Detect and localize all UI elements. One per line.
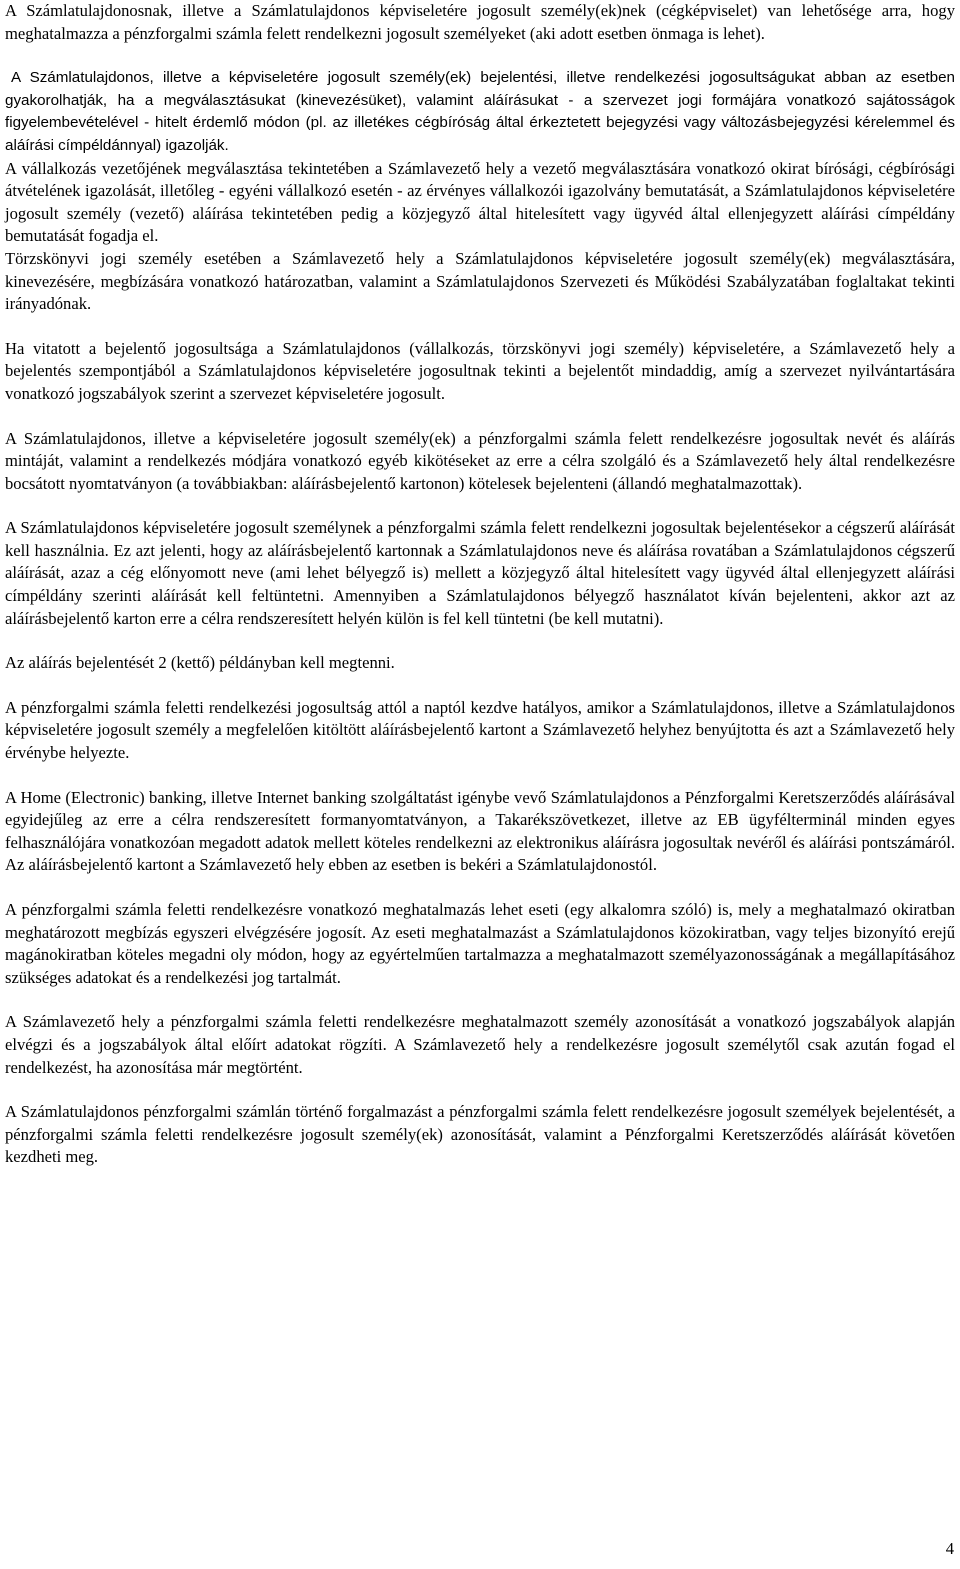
page-number: 4 (945, 1539, 954, 1558)
paragraph-jogosultsag-gyakorlasa: A Számlatulajdonos, illetve a képviseletére jogosult személy(ek) bejelentési, illetve rendelkezési jogosultságukat abban az esetben gyakorolhatják, ha a megválasztásukat (kinevezésüket), valamint aláírásukat - a szervezet jogi formájára vonatkozó sajátosságok figyelembevételével - hitelt érdemlő módon (pl. az illetékes cégbíróság által érkeztetett bejegyzési vagy változásbejegyzési kérelemmel és aláírási címpéldánnyal) igazolják. (5, 69, 955, 154)
document-page (5, 0, 955, 1169)
paragraph-home-banking: A Home (Electronic) banking, illetve Internet banking szolgáltatást igénybe vevő Számlatulajdonos a Pénzforgalmi Keretszerződés aláírásával egyidejűleg az erre a célra rendszeresített formanyomtatványon, a Takarékszövetkezet, illetve az EB ügyfélterminál minden egyes felhasználójára vonatkozóan megadott adatok mellett köteles rendelkezni az elektronikus aláírásra jogosultak nevéről és aláírási pontszámáról. Az aláírásbejelentő kartont a Számlavezető hely ebben az esetben is bekéri a Számlatulajdonostól. (5, 787, 955, 875)
paragraph-meghatalmazas-lehetosege: A Számlatulajdonosnak, illetve a Számlatulajdonos képviseletére jogosult személy(ek)nek (cégképviselet) van lehetősége arra, hogy meghatalmazza a pénzforgalmi számla felett rendelkezni jogosult személyeket (aki adott esetben önmaga is lehet). (5, 1, 955, 43)
paragraph-hatalyba-lepes: A pénzforgalmi számla feletti rendelkezési jogosultság attól a naptól kezdve hatályos, amikor a Számlatulajdonos, illetve a Számlatulajdonos képviseletére jogosult személy a megfelelően kitöltött aláírásbejelentő kartont a Számlavezető helyhez benyújtotta és azt a Számlavezető hely érvénybe helyezte. (5, 697, 955, 763)
paragraph-peldanyszam: Az aláírás bejelentését 2 (kettő) példányban kell megtenni. (5, 653, 395, 673)
paragraph-cegszeru-alairas: A Számlatulajdonos képviseletére jogosult személynek a pénzforgalmi számla felett rendelkezni jogosultak bejelentésekor a cégszerű aláírását kell használnia. Ez azt jelenti, hogy az aláírásbejelentő kartonnak a Számlatulajdonos neve és aláírása rovatában a Számlatulajdonos cégszerű aláírását, azaz a cég előnyomott neve (ami lehet bélyegző is) mellett a közjegyző által hitelesített vagy ügyvéd által ellenjegyzett aláírási címpéldány szerinti aláírását kell feltüntetni. Amennyiben a Számlatulajdonos bélyegző használatot kíván bejelenteni, akkor azt az aláírásbejelentő karton erre a célra rendszeresített helyén külön is fel kell tüntetni (be kell mutatni). (5, 518, 955, 628)
paragraph-vitatott-jogosultsag: Ha vitatott a bejelentő jogosultsága a Számlatulajdonos (vállalkozás, törzskönyvi jogi személy) képviseletére, a Számlavezető hely a bejelentés szempontjából a Számlatulajdonos képviseletére jogosultnak tekinti a bejelentőt mindaddig, amíg a szervezet nyilvántartására vonatkozó jogszabályok szerint a szervezet képviseletére jogosult. (5, 338, 955, 403)
paragraph-forgalmazas-megkezdese: A Számlatulajdonos pénzforgalmi számlán történő forgalmazást a pénzforgalmi számla felett rendelkezésre jogosult személyek bejelentését, a pénzforgalmi számla feletti rendelkezésre jogosult személy(ek) azonosítását, valamint a Pénzforgalmi Keretszerződés aláírását követően kezdheti meg. (5, 1102, 955, 1167)
paragraph-torzskonyvi-jogi-szemely: Törzskönyvi jogi személy esetében a Számlavezető hely a Számlatulajdonos képviseletére jogosult személy(ek) megválasztására, kinevezésére, megbízására vonatkozó határozatban, valamint a Számlatulajdonos Szervezeti és Működési Szabályzatában foglaltakat tekinti irányadónak. (5, 248, 955, 314)
paragraph-azonositas: A Számlavezető hely a pénzforgalmi számla feletti rendelkezésre meghatalmazott személy azonosítását a vonatkozó jogszabályok alapján elvégzi és a jogszabályok által előírt adatokat rögzíti. A Számlavezető hely a rendelkezésre jogosult személytől csak azután fogad el rendelkezést, ha azonosítása már megtörtént. (5, 1012, 955, 1077)
paragraph-vallalkozas-vezetoje: A vállalkozás vezetőjének megválasztása tekintetében a Számlavezető hely a vezető megválasztására vonatkozó okirat bírósági, cégbírósági átvételének igazolását, illetőleg - egyéni vállalkozó esetén - az érvényes vállalkozói igazolvány bemutatását, a Számlatulajdonos képviseletére jogosult személy (vezető) aláírása tekintetében pedig a közjegyző által hitelesített vagy ügyvéd által ellenjegyzett aláírási címpéldány bemutatását fogadja el. (5, 158, 955, 246)
paragraph-alairas-bejelentes: A Számlatulajdonos, illetve a képviseletére jogosult személy(ek) a pénzforgalmi számla felett rendelkezésre jogosultak nevét és aláírás mintáját, valamint a rendelkezés módjára vonatkozó egyéb kikötéseket az erre a célra szolgáló és a Számlavezető hely által rendelkezésre bocsátott nyomtatványon (a továbbiakban: aláírásbejelentő kartonon) kötelesek bejelenteni (állandó meghatalmazottak). (5, 428, 955, 493)
paragraph-eseti-meghatalmazas: A pénzforgalmi számla feletti rendelkezésre vonatkozó meghatalmazás lehet eseti (egy alkalomra szóló) is, mely a meghatalmazó okiratban meghatározott megbízás egyszeri elvégzésére jogosít. Az eseti meghatalmazást a Számlatulajdonos közokiratban, vagy teljes bizonyító erejű magánokiratban köteles megadni oly módon, hogy az egyértelműen tartalmazza a meghatalmazott személyazonosságának a megállapításához szükséges adatokat és a rendelkezési jog tartalmát. (5, 900, 955, 987)
